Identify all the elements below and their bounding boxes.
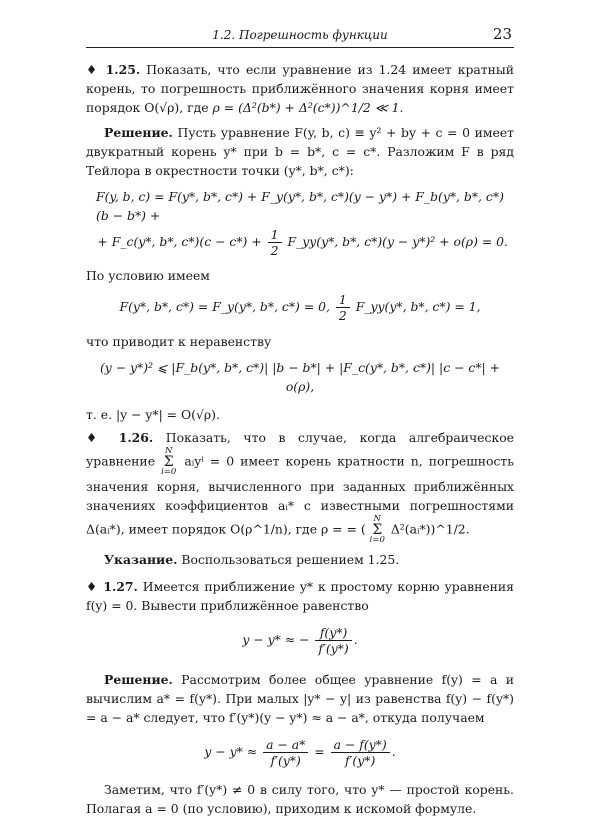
fraction-numerator: a − f(y*) [331,737,390,753]
sum-operator [161,447,176,477]
equation-part: F_yy(y*, b*, c*) = 1, [355,299,481,314]
derived-equation [86,737,514,768]
equation-part: F(y*, b*, c*) = F_y(y*, b*, c*) = 0, [119,299,330,314]
solution-text: Пусть уравнение F(y, b, c) ≡ y² + by + c = 0 имеет двукратный корень y* при b = b*, c = c*. Разложим F в ряд Тейлора в окрестности точки (y*, b*, c*): [86,125,514,178]
equals-sign: = [314,744,325,759]
approx-equation [86,625,514,656]
condition-equation [86,292,514,323]
fraction-one-half [336,292,350,323]
fraction-one-half [268,227,282,258]
sum-lower-limit: i=0 [161,467,177,477]
solution-1-25 [86,123,514,180]
hint-label: Указание. [104,552,178,567]
problem-statement: Показать, что если уравнение из 1.24 имеет кратный корень, то погрешность приближённого значения корня имеет порядок O(√ρ), где [86,62,514,115]
sum-upper-limit: N [164,446,173,456]
problem-1-25 [86,60,514,117]
equation-lhs: y − y* ≈ − [242,632,310,647]
problem-number: ♦ 1.27. [86,579,138,594]
problem-statement: Показать, что в случае, когда алгебраическое уравнение [86,430,514,469]
equation-end: . [353,632,358,647]
problem-1-26 [86,428,514,545]
page-content [86,60,514,821]
taylor-equation-line2 [86,227,514,258]
inequality-equation: (y − y*)² ⩽ |F_b(y*, b*, c*)| |b − b*| + |F_c(y*, b*, c*)| |c − c*| + o(ρ), [99,360,501,394]
fraction-numerator: a − a* [263,737,308,753]
solution-1-27 [86,670,514,727]
fraction-denominator: f′(y*) [345,753,376,768]
taylor-term: F_yy(y*, b*, c*)(y − y*)² + o(ρ) = 0. [287,234,508,249]
sum-lower-limit: i=0 [369,535,385,545]
equation-lhs: y − y* ≈ [204,744,258,759]
solution-label: Решение. [104,672,173,687]
condition-intro: По условию имеем [86,268,210,283]
problem-number: ♦ 1.25. [86,62,141,77]
fraction-numerator: f(y*) [315,625,351,641]
hint-text: Воспользоваться решением 1.25. [181,552,400,567]
sigma-symbol: Σ [372,522,383,538]
rho-def-suffix: Δ²(aᵢ*))^1/2. [390,521,470,537]
fraction-denominator: 2 [270,243,279,258]
taylor-term: + F_c(y*, b*, c*)(c − c*) + [97,234,262,249]
equation-end: . [391,744,396,759]
problem-statement-cont: aᵢyⁱ = 0 имеет корень кратности n, погрешность значения корня, вычисленного при заданных приближённых значениях коэффициентов aᵢ* с известными погрешностями Δ(aᵢ*), имеет порядок O(ρ^1/n), где ρ = [86,453,514,537]
section-title: 1.2. Погрешность функции [212,28,388,42]
problem-condition: ρ = (Δ²(b*) + Δ²(c*))^1/2 ≪ 1. [212,100,404,115]
hint-1-26 [86,550,514,569]
fraction-denominator: f′(y*) [270,753,301,768]
sigma-symbol: Σ [163,454,174,470]
fraction [315,625,351,656]
sum-operator [370,515,385,545]
problem-1-27 [86,577,514,615]
problem-number: ♦ 1.26. [86,430,154,445]
problem-statement: Имеется приближение y* к простому корню уравнения f(y) = 0. Вывести приближённое равенство [86,579,514,613]
solution-label: Решение. [104,125,173,140]
solution-conclusion: т. е. |y − y*| = O(√ρ). [86,407,220,422]
fraction-numerator: 1 [336,292,350,308]
sum-upper-limit: N [373,514,381,524]
page-number: 23 [492,25,512,43]
taylor-equation-line1: F(y, b, c) = F(y*, b*, c*) + F_y(y*, b*, c*)(y − y*) + F_b(y*, b*, c*)(b − b*) + [96,189,504,223]
fraction [263,737,308,768]
fraction [331,737,390,768]
closing-remark: Заметим, что f′(y*) ≠ 0 в силу того, что y* — простой корень. Полагая a = 0 (по условию), приходим к искомой формуле. [86,782,514,816]
running-header [86,27,514,48]
rho-def-prefix: = ( [346,521,366,537]
solution-text: Рассмотрим более общее уравнение f(y) = a и вычислим a* = f(y*). При малых |y* − y| из равенства f(y) − f(y*) = a − a* следует, что f′(y*)(y − y*) ≈ a − a*, откуда получаем [86,672,514,725]
fraction-numerator: 1 [268,227,282,243]
fraction-denominator: 2 [338,308,347,323]
fraction-denominator: f′(y*) [318,641,349,656]
inequality-intro: что приводит к неравенству [86,334,272,349]
